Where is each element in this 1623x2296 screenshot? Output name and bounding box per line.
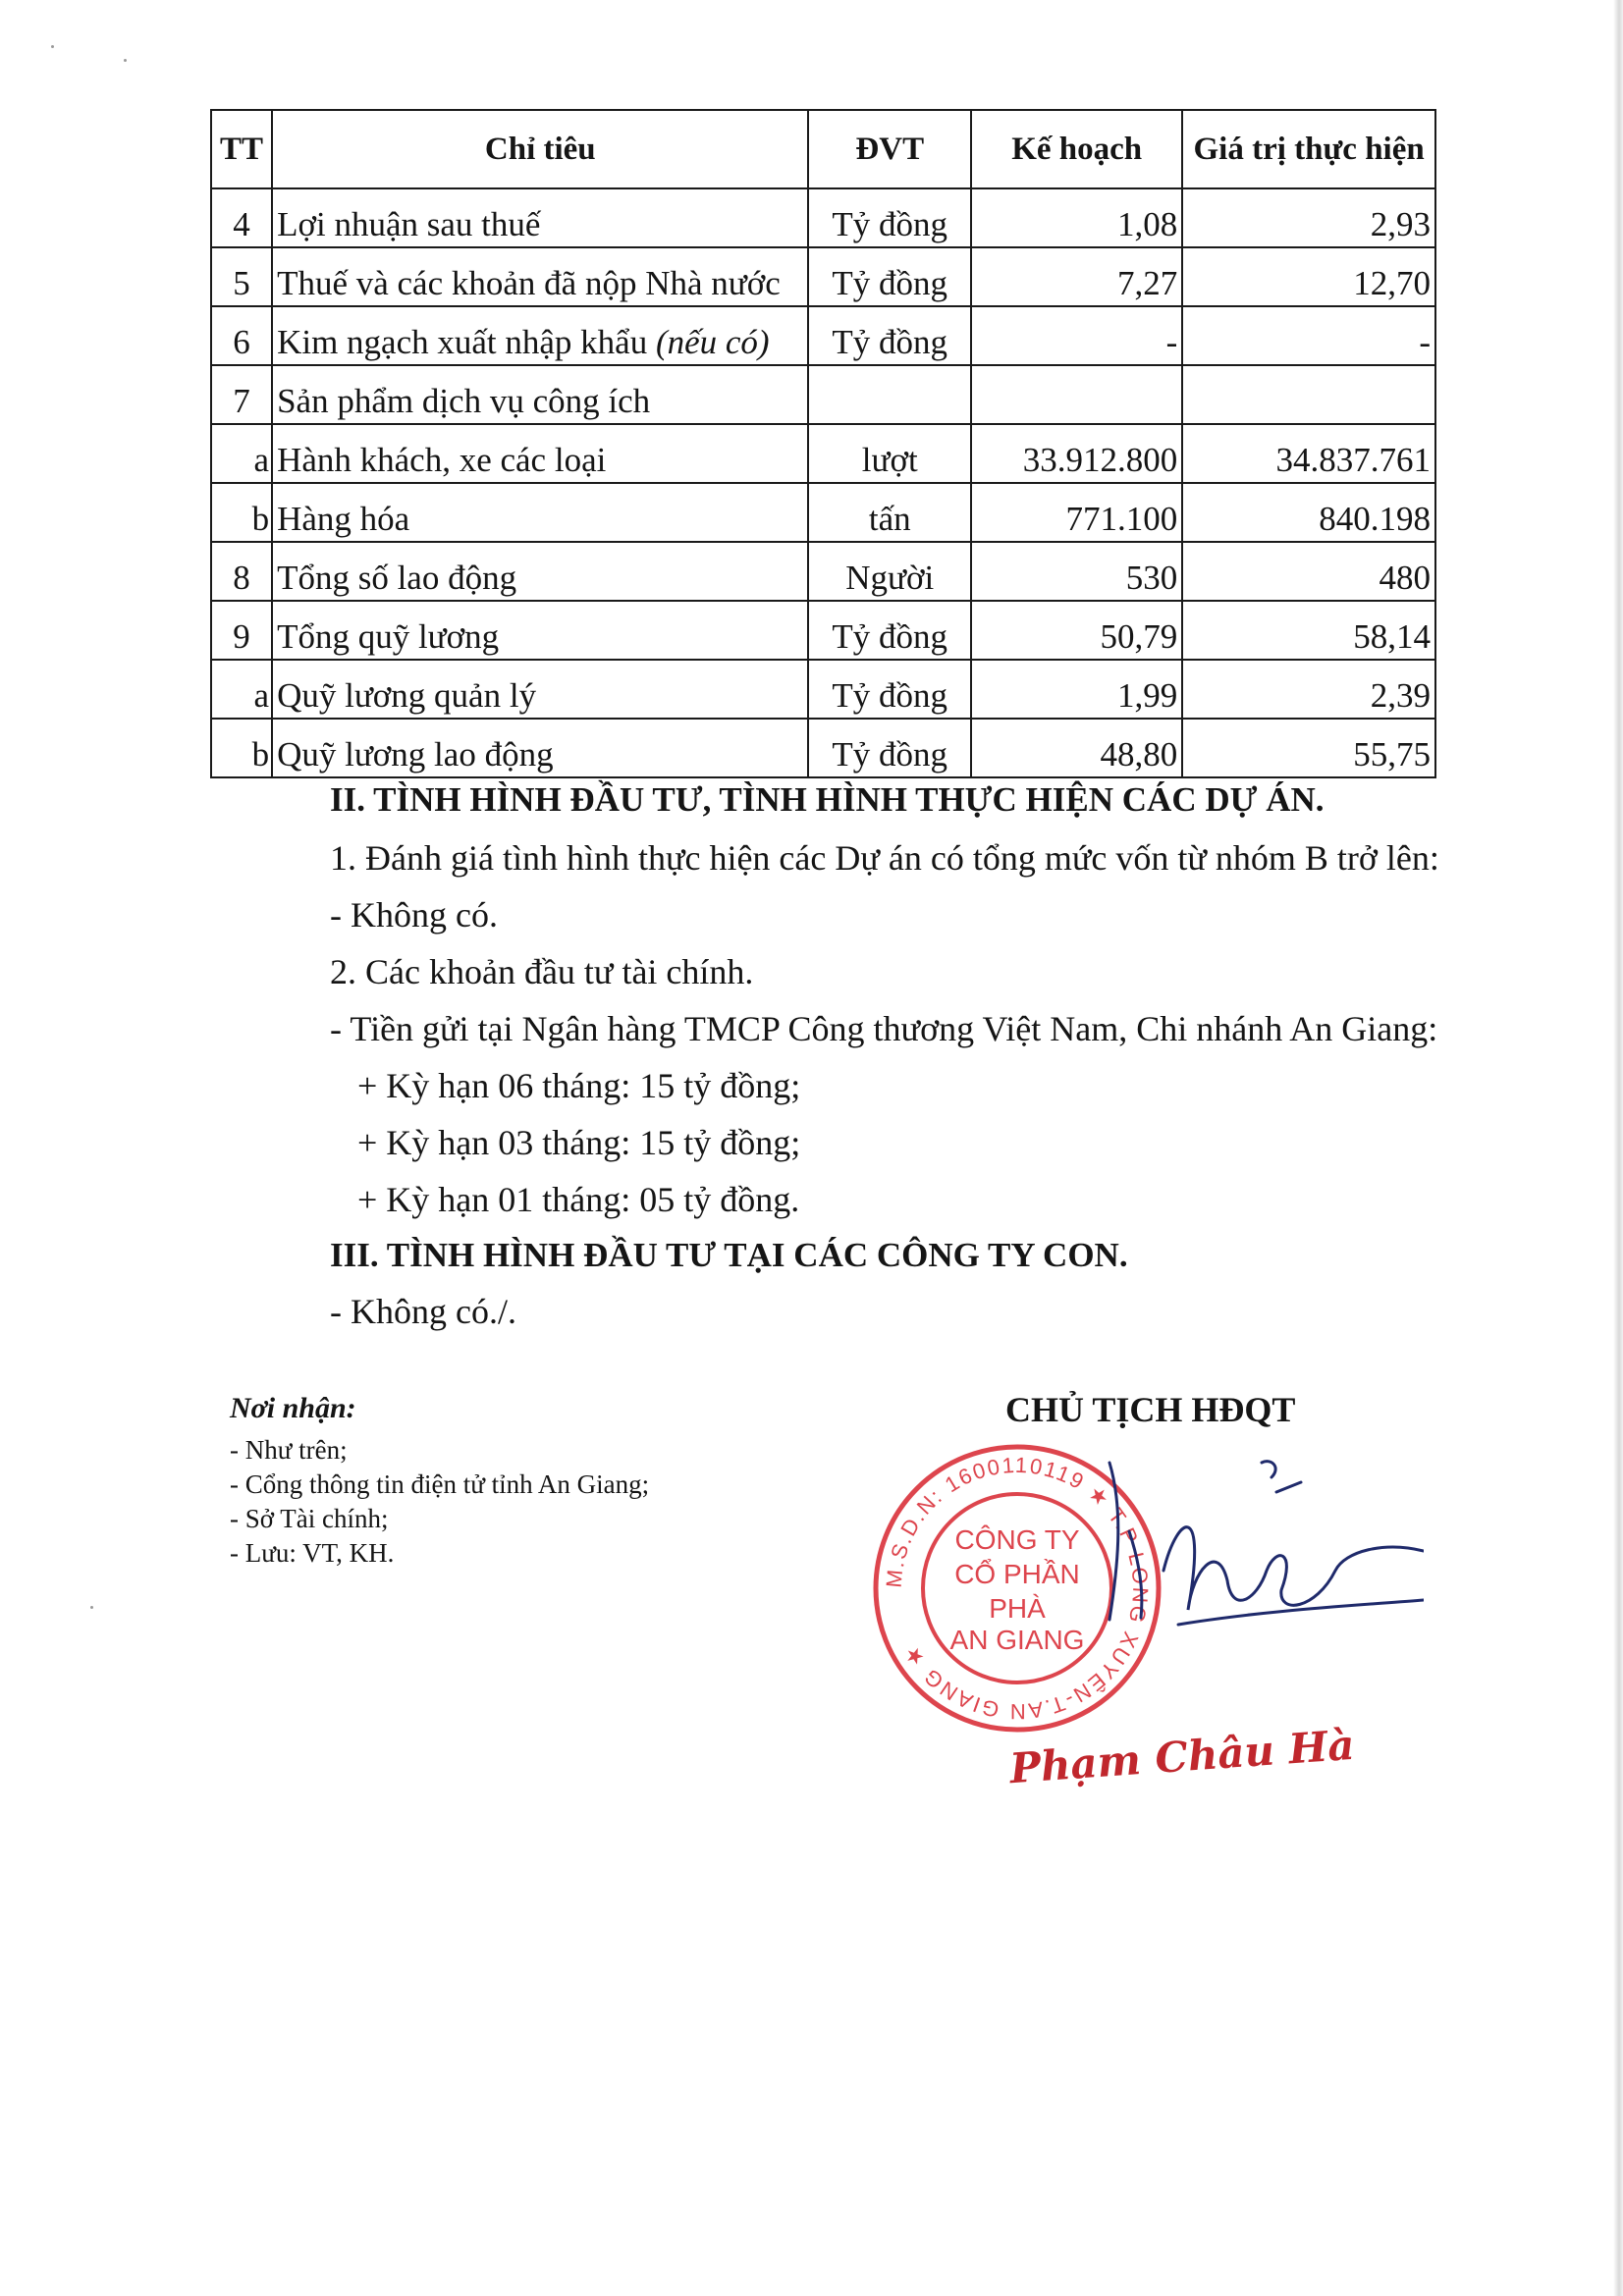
section-2-heading: II. TÌNH HÌNH ĐẦU TƯ, TÌNH HÌNH THỰC HIỆN CÁC DỰ ÁN.	[330, 780, 1325, 819]
recipient-item: - Cổng thông tin điện tử tỉnh An Giang;	[230, 1469, 650, 1499]
row-indicator: Tổng quỹ lương	[272, 601, 808, 660]
table-row	[211, 188, 1435, 247]
row-number: 7	[211, 365, 272, 424]
row-number: 9	[211, 601, 272, 660]
section-2-item-1: 1. Đánh giá tình hình thực hiện các Dự án có tổng mức vốn từ nhóm B trở lên:	[330, 838, 1439, 878]
table-row	[211, 542, 1435, 601]
row-indicator: Hành khách, xe các loại	[272, 424, 808, 483]
row-indicator: Hàng hóa	[272, 483, 808, 542]
header-tt: TT	[211, 110, 272, 188]
scan-speck	[124, 59, 127, 62]
row-unit: Người	[808, 542, 971, 601]
row-unit: Tỷ đồng	[808, 660, 971, 719]
deposit-term: + Kỳ hạn 06 tháng: 15 tỷ đồng;	[357, 1066, 801, 1105]
handwritten-signature	[1070, 1453, 1424, 1669]
row-actual: 2,39	[1182, 660, 1435, 719]
report-table	[210, 109, 1436, 778]
row-actual: 2,93	[1182, 188, 1435, 247]
row-number: 5	[211, 247, 272, 306]
row-indicator: Lợi nhuận sau thuế	[272, 188, 808, 247]
seal-center-line: AN GIANG	[949, 1625, 1085, 1655]
header-actual: Giá trị thực hiện	[1182, 110, 1435, 188]
row-number: b	[211, 483, 272, 542]
recipients-list	[230, 1433, 649, 1571]
table-header-row	[211, 110, 1435, 188]
row-indicator: Thuế và các khoản đã nộp Nhà nước	[272, 247, 808, 306]
row-unit: Tỷ đồng	[808, 719, 971, 777]
row-plan: -	[971, 306, 1182, 365]
row-indicator: Quỹ lương quản lý	[272, 660, 808, 719]
row-plan: 50,79	[971, 601, 1182, 660]
row-actual: 58,14	[1182, 601, 1435, 660]
row-actual	[1182, 365, 1435, 424]
deposit-line: - Tiền gửi tại Ngân hàng TMCP Công thương Việt Nam, Chi nhánh An Giang:	[330, 1009, 1438, 1048]
signer-name: Phạm Châu Hà	[1007, 1720, 1356, 1793]
header-plan: Kế hoạch	[971, 110, 1182, 188]
row-number: 4	[211, 188, 272, 247]
scan-page-edge	[1613, 0, 1623, 2296]
row-plan: 1,08	[971, 188, 1182, 247]
row-unit: Tỷ đồng	[808, 188, 971, 247]
row-actual: 34.837.761	[1182, 424, 1435, 483]
header-unit: ĐVT	[808, 110, 971, 188]
row-unit: Tỷ đồng	[808, 601, 971, 660]
row-plan: 48,80	[971, 719, 1182, 777]
row-actual: 480	[1182, 542, 1435, 601]
row-indicator: Tổng số lao động	[272, 542, 808, 601]
row-number: 6	[211, 306, 272, 365]
row-number: 8	[211, 542, 272, 601]
table-row	[211, 601, 1435, 660]
row-unit	[808, 365, 971, 424]
row-actual: -	[1182, 306, 1435, 365]
recipients-title: Nơi nhận:	[230, 1392, 356, 1424]
deposit-term: + Kỳ hạn 01 tháng: 05 tỷ đồng.	[357, 1180, 800, 1219]
deposit-term: + Kỳ hạn 03 tháng: 15 tỷ đồng;	[357, 1123, 801, 1162]
scan-speck	[90, 1606, 93, 1609]
row-number: a	[211, 424, 272, 483]
row-plan: 771.100	[971, 483, 1182, 542]
table-row	[211, 660, 1435, 719]
section-2-item-1-value: - Không có.	[330, 895, 498, 934]
header-indicator: Chỉ tiêu	[272, 110, 808, 188]
row-indicator: Quỹ lương lao động	[272, 719, 808, 777]
signer-title: CHỦ TỊCH HĐQT	[1005, 1390, 1296, 1429]
recipient-item: - Như trên;	[230, 1435, 348, 1465]
row-plan: 530	[971, 542, 1182, 601]
row-indicator-note: (nếu có)	[655, 323, 770, 361]
row-actual: 840.198	[1182, 483, 1435, 542]
table-row	[211, 424, 1435, 483]
section-3-value: - Không có./.	[330, 1292, 516, 1331]
seal-ring-text: M.S.D.N: 1600110119 ★ T.P LONG XUYÊN-T.AN GIANG ★	[881, 1452, 1154, 1725]
table-row	[211, 306, 1435, 365]
seal-center-line: CÔNG TY	[954, 1524, 1080, 1555]
row-unit: tấn	[808, 483, 971, 542]
row-plan: 33.912.800	[971, 424, 1182, 483]
row-number: a	[211, 660, 272, 719]
table-row	[211, 247, 1435, 306]
seal-center-line: CỔ PHẦN	[954, 1559, 1080, 1589]
recipient-item: - Lưu: VT, KH.	[230, 1538, 395, 1568]
scan-speck	[51, 45, 54, 48]
section-3-heading: III. TÌNH HÌNH ĐẦU TƯ TẠI CÁC CÔNG TY CON.	[330, 1236, 1128, 1274]
row-actual: 12,70	[1182, 247, 1435, 306]
row-plan	[971, 365, 1182, 424]
row-plan: 1,99	[971, 660, 1182, 719]
row-unit: lượt	[808, 424, 971, 483]
row-indicator: Sản phẩm dịch vụ công ích	[272, 365, 808, 424]
row-indicator	[272, 306, 808, 365]
section-2-item-2: 2. Các khoản đầu tư tài chính.	[330, 952, 754, 991]
table-row	[211, 719, 1435, 777]
table-row	[211, 483, 1435, 542]
row-unit: Tỷ đồng	[808, 306, 971, 365]
row-actual: 55,75	[1182, 719, 1435, 777]
row-indicator-text: Kim ngạch xuất nhập khẩu	[277, 323, 648, 361]
recipient-item: - Sở Tài chính;	[230, 1504, 389, 1533]
seal-center-line: PHÀ	[989, 1593, 1046, 1624]
table-row	[211, 365, 1435, 424]
row-plan: 7,27	[971, 247, 1182, 306]
row-unit: Tỷ đồng	[808, 247, 971, 306]
row-number: b	[211, 719, 272, 777]
